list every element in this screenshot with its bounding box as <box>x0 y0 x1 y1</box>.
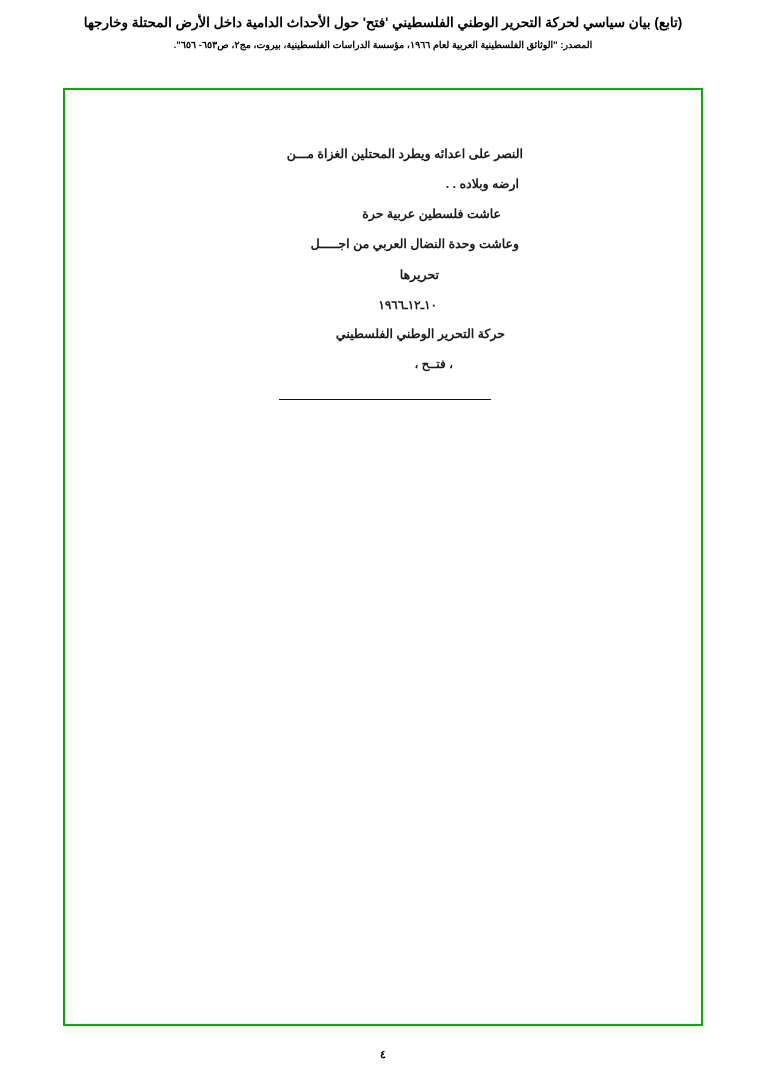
document-line: عاشت فلسطين عربية حرة <box>362 207 501 222</box>
page-number: ٤ <box>380 1049 386 1061</box>
document-line: ارضه وبلاده . . <box>445 177 519 192</box>
horizontal-rule <box>279 399 491 400</box>
document-line: النصر على اعدائه ويطرد المحتلين الغزاة مـــن <box>286 147 523 161</box>
document-text-block <box>193 148 523 400</box>
document-signature-line: حركة التحرير الوطني الفلسطيني <box>335 327 505 342</box>
page-header <box>0 0 766 53</box>
page-footer <box>0 1045 766 1063</box>
source-citation: المصدر: "الوثائق الفلسطينية العربية لعام ١٩٦٦، مؤسسة الدراسات الفلسطينية، بيروت، مج٢، ص٦٥٣- ٦٥٦". <box>173 40 593 52</box>
document-date-line: ١٠ـ١٢ـ١٩٦٦ <box>378 297 437 312</box>
document-line: وعاشت وحدة النضال العربي من اجـــــل <box>310 237 519 252</box>
scanned-document-frame <box>63 88 703 1026</box>
horizontal-rule-wrapper <box>193 399 523 400</box>
document-line: تحريرها <box>399 267 439 282</box>
document-signature-abbrev: ، فتــح ، <box>414 357 453 372</box>
page-title: (تابع) بيان سياسي لحركة التحرير الوطني الفلسطيني 'فتح' حول الأحداث الدامية داخل الأرض المحتلة وخارجها <box>83 15 683 30</box>
